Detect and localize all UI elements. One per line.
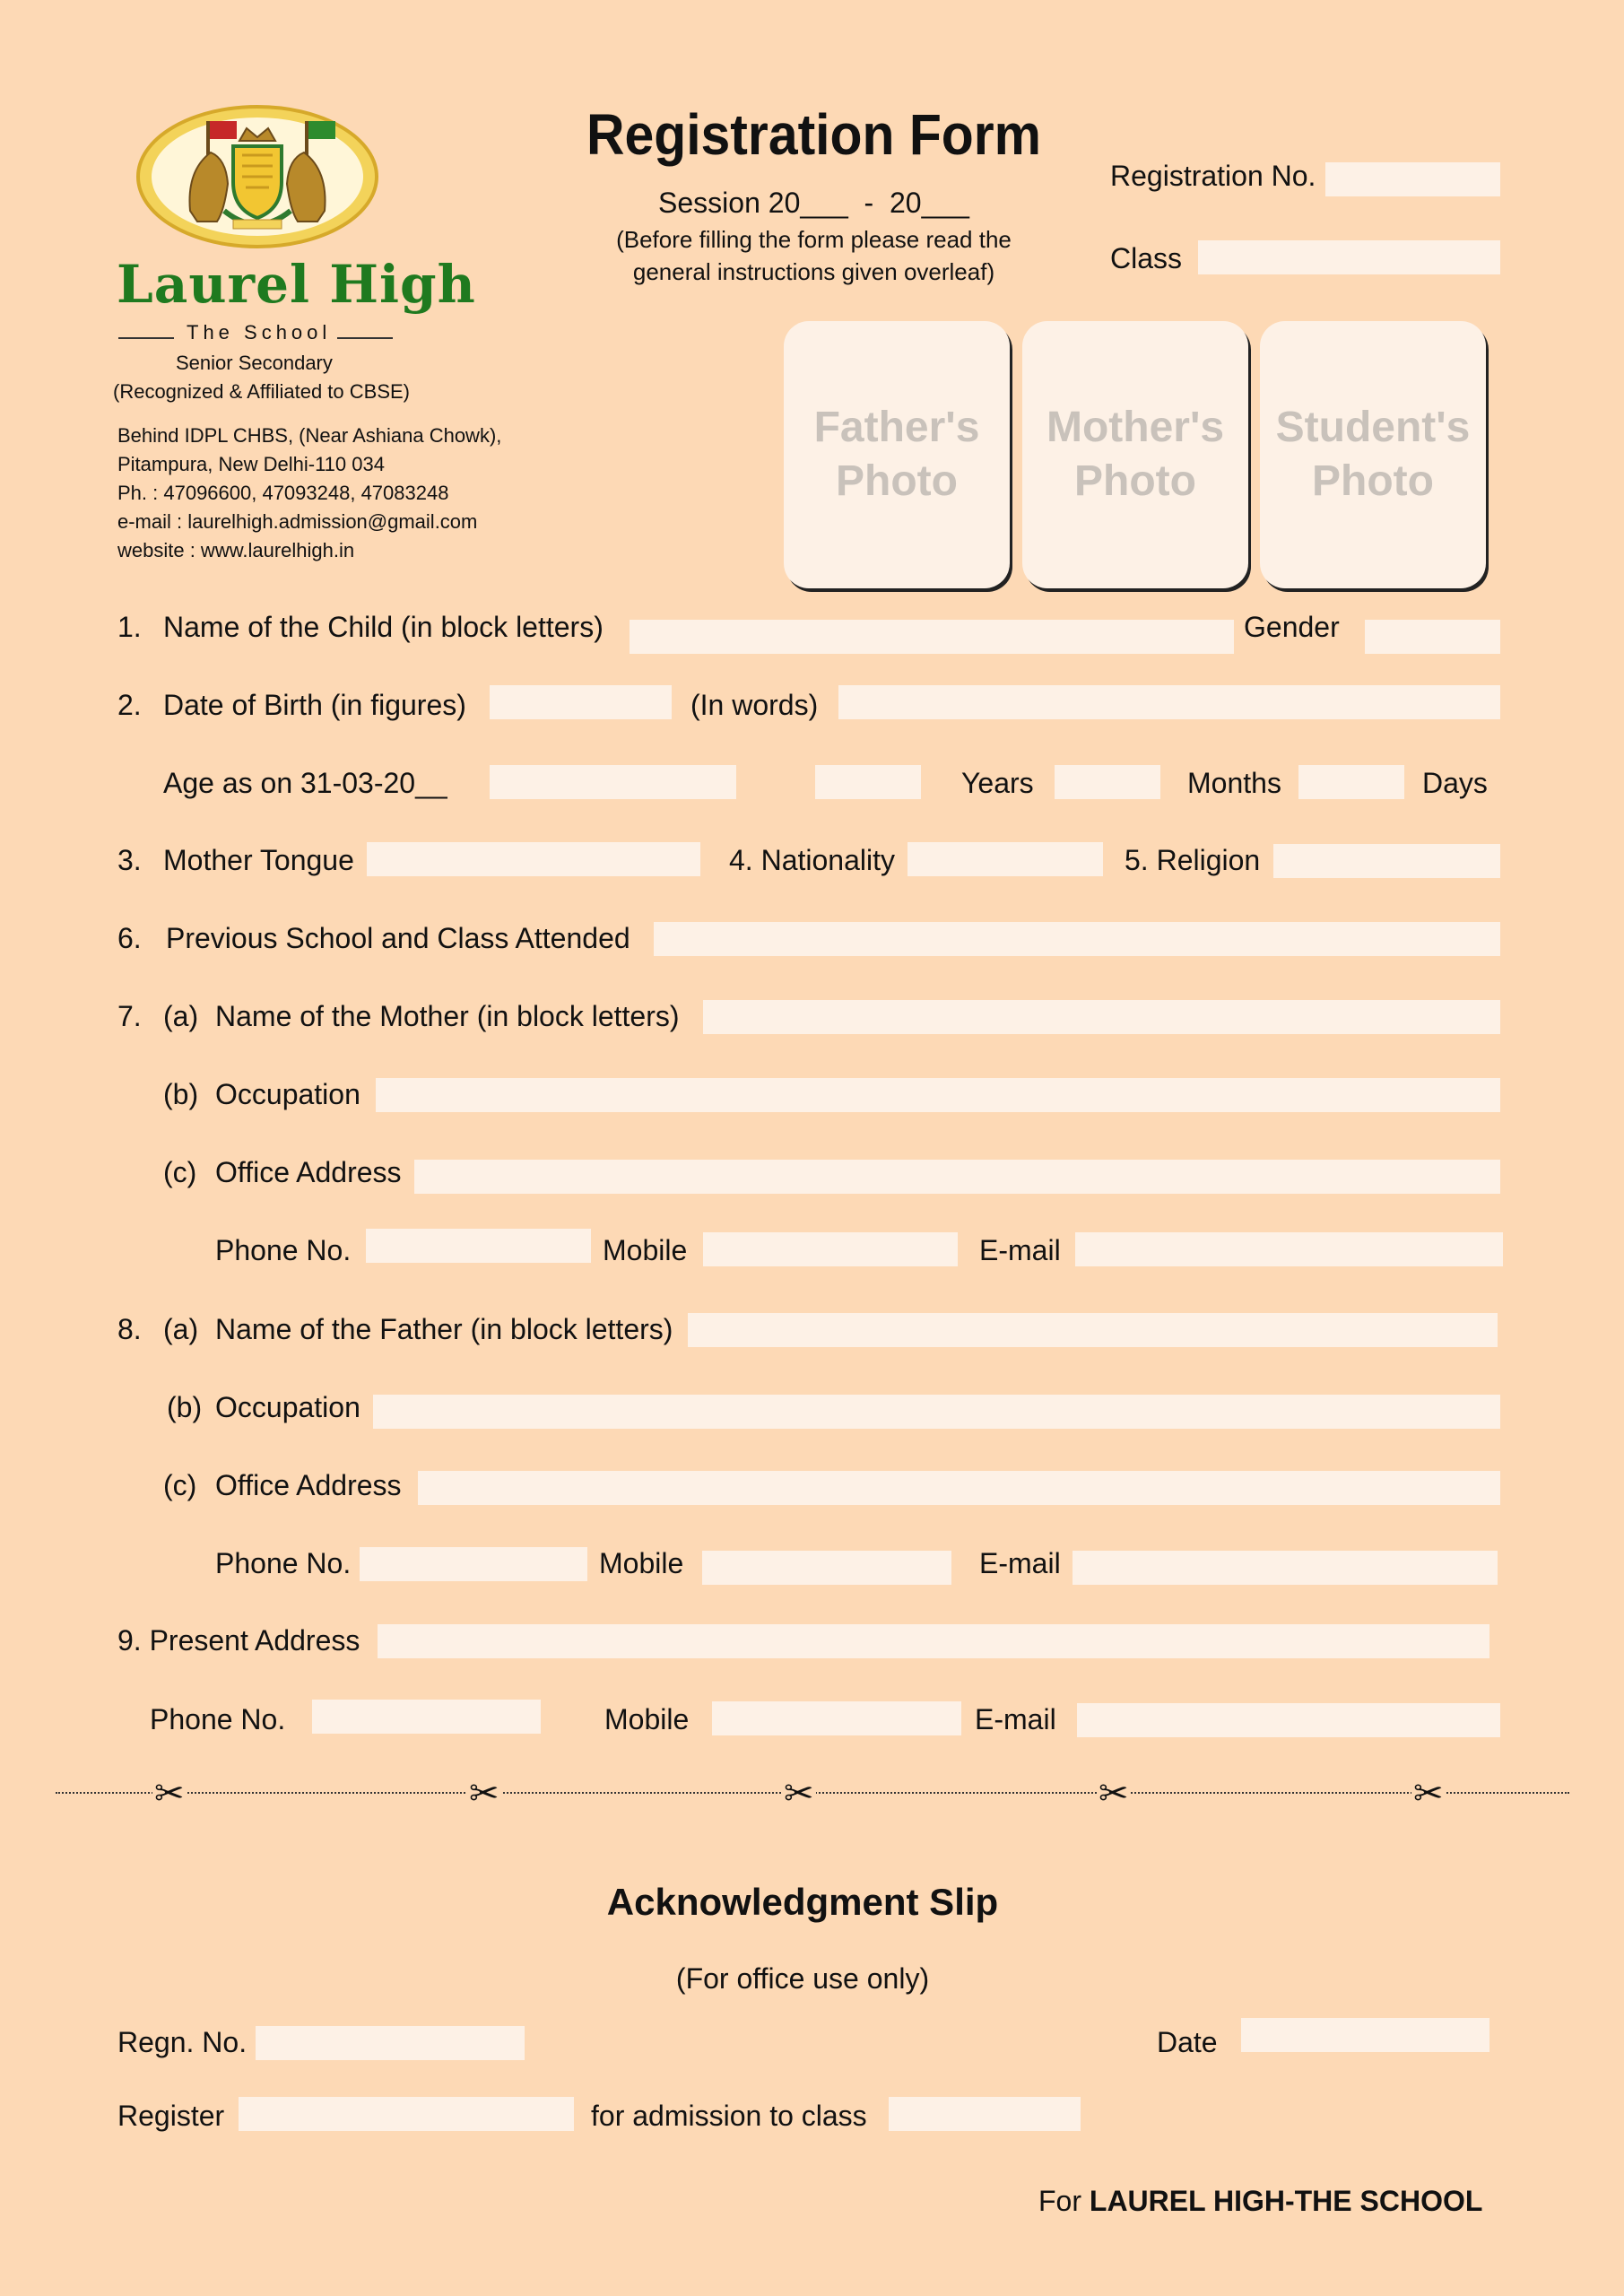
mother-occupation-field[interactable] — [376, 1078, 1500, 1112]
q8-sub-c: (c) — [163, 1469, 197, 1501]
school-phone: Ph. : 47096600, 47093248, 47083248 — [117, 482, 449, 504]
q2-number: 2. — [117, 689, 142, 721]
school-affiliation: (Recognized & Affiliated to CBSE) — [113, 380, 410, 403]
instruction-note-line1: (Before filling the form please read the — [616, 226, 1012, 253]
school-tagline-rule-left — [118, 337, 174, 339]
mother-office-address-field[interactable] — [414, 1160, 1500, 1194]
registration-no-label: Registration No. — [1110, 160, 1316, 192]
child-name-label: Name of the Child (in block letters) — [163, 611, 604, 643]
previous-school-label: Previous School and Class Attended — [166, 922, 630, 954]
school-tagline-rule-right — [337, 337, 393, 339]
admission-class-field[interactable] — [889, 2097, 1081, 2131]
register-label: Register — [117, 2100, 225, 2132]
school-address-line1: Behind IDPL CHBS, (Near Ashiana Chowk), — [117, 424, 502, 447]
for-prefix: For — [1038, 2185, 1081, 2217]
gender-label: Gender — [1244, 611, 1340, 643]
age-days-field[interactable] — [1298, 765, 1404, 799]
mother-tongue-field[interactable] — [367, 842, 700, 876]
q6-number: 6. — [117, 922, 142, 954]
present-mobile-label: Mobile — [604, 1703, 690, 1735]
nationality-label: 4. Nationality — [729, 844, 895, 876]
school-email: e-mail : laurelhigh.admission@gmail.com — [117, 510, 478, 533]
present-email-label: E-mail — [975, 1703, 1056, 1735]
mother-email-label: E-mail — [979, 1234, 1061, 1266]
slip-subtitle: (For office use only) — [675, 1962, 930, 1995]
school-tagline: The School — [187, 321, 332, 344]
mother-office-address-label: Office Address — [215, 1156, 402, 1188]
dob-figures-label: Date of Birth (in figures) — [163, 689, 466, 721]
q8-sub-b: (b) — [167, 1391, 203, 1423]
previous-school-field[interactable] — [654, 922, 1500, 956]
q7-sub-a: (a) — [163, 1000, 199, 1032]
admission-class-label: for admission to class — [591, 2100, 867, 2132]
class-field[interactable] — [1198, 240, 1500, 274]
mother-email-field[interactable] — [1075, 1232, 1503, 1266]
for-school-name: LAUREL HIGH-THE SCHOOL — [1089, 2185, 1483, 2217]
father-mobile-label: Mobile — [599, 1547, 684, 1579]
form-title: Registration Form — [586, 102, 1042, 167]
father-photo-label-line1: Father's — [813, 404, 980, 451]
q7-number: 7. — [117, 1000, 142, 1032]
q7-sub-c: (c) — [163, 1156, 197, 1188]
present-phone-field[interactable] — [312, 1700, 541, 1734]
scissors-icon: ✂ — [784, 1774, 814, 1813]
instruction-note-line2: general instructions given overleaf) — [632, 258, 995, 285]
scissors-icon: ✂ — [1099, 1774, 1129, 1813]
school-name: Laurel High — [117, 254, 476, 315]
mother-mobile-label: Mobile — [603, 1234, 688, 1266]
father-name-label: Name of the Father (in block letters) — [215, 1313, 673, 1345]
regn-no-field[interactable] — [256, 2026, 525, 2060]
mother-name-label: Name of the Mother (in block letters) — [215, 1000, 680, 1032]
present-address-field[interactable] — [378, 1624, 1489, 1658]
mother-tongue-label: Mother Tongue — [163, 844, 354, 876]
present-mobile-field[interactable] — [712, 1701, 961, 1735]
present-address-label: 9. Present Address — [117, 1624, 360, 1657]
date-label: Date — [1157, 2026, 1218, 2058]
school-crest — [135, 103, 381, 251]
school-address-line2: Pitampura, New Delhi-110 034 — [117, 453, 385, 475]
scissors-icon: ✂ — [469, 1774, 499, 1813]
student-photo-box[interactable] — [1260, 321, 1486, 588]
father-mobile-field[interactable] — [702, 1551, 951, 1585]
dob-figures-field[interactable] — [490, 685, 672, 719]
scissors-icon: ✂ — [154, 1774, 185, 1813]
slip-title: Acknowledgment Slip — [606, 1881, 999, 1923]
age-years-field[interactable] — [815, 765, 921, 799]
father-name-field[interactable] — [688, 1313, 1498, 1347]
register-field[interactable] — [239, 2097, 574, 2131]
mother-photo-box[interactable] — [1022, 321, 1248, 588]
regn-no-label: Regn. No. — [117, 2026, 248, 2058]
mother-mobile-field[interactable] — [703, 1232, 958, 1266]
mother-occupation-label: Occupation — [215, 1078, 360, 1110]
class-label: Class — [1110, 242, 1183, 274]
father-photo-label-line2: Photo — [836, 457, 958, 505]
q7-sub-b: (b) — [163, 1078, 199, 1110]
father-email-label: E-mail — [979, 1547, 1061, 1579]
age-label: Age as on 31-03-20__ — [163, 767, 447, 799]
father-photo-box[interactable] — [784, 321, 1010, 588]
session-text: Session 20___ - 20___ — [658, 187, 969, 219]
religion-field[interactable] — [1273, 844, 1500, 878]
student-photo-label-line1: Student's — [1275, 404, 1471, 451]
father-phone-label: Phone No. — [215, 1547, 352, 1579]
q1-number: 1. — [117, 611, 142, 643]
father-occupation-field[interactable] — [373, 1395, 1500, 1429]
school-website: website : www.laurelhigh.in — [117, 539, 355, 561]
mother-photo-label-line1: Mother's — [1046, 404, 1225, 451]
registration-no-field[interactable] — [1325, 162, 1500, 196]
nationality-field[interactable] — [908, 842, 1103, 876]
father-phone-field[interactable] — [360, 1547, 587, 1581]
age-months-field[interactable] — [1055, 765, 1160, 799]
months-label: Months — [1187, 767, 1281, 799]
father-office-address-label: Office Address — [215, 1469, 402, 1501]
mother-phone-field[interactable] — [366, 1229, 591, 1263]
q8-number: 8. — [117, 1313, 142, 1345]
days-label: Days — [1422, 767, 1488, 799]
scissors-icon: ✂ — [1413, 1774, 1444, 1813]
father-occupation-label: Occupation — [215, 1391, 360, 1423]
religion-label: 5. Religion — [1125, 844, 1261, 876]
mother-photo-label-line2: Photo — [1074, 457, 1196, 505]
student-photo-label-line2: Photo — [1312, 457, 1434, 505]
signature-line — [1038, 2187, 1482, 2215]
father-office-address-field[interactable] — [418, 1471, 1500, 1505]
dob-words-label: (In words) — [690, 689, 819, 721]
gender-field[interactable] — [1365, 620, 1500, 654]
present-email-field[interactable] — [1077, 1703, 1500, 1737]
child-name-field[interactable] — [630, 620, 1234, 654]
q8-sub-a: (a) — [163, 1313, 199, 1345]
father-email-field[interactable] — [1073, 1551, 1498, 1585]
age-extra-field[interactable] — [490, 765, 736, 799]
school-level: Senior Secondary — [176, 352, 333, 374]
dob-words-field[interactable] — [838, 685, 1500, 719]
present-phone-label: Phone No. — [150, 1703, 286, 1735]
q3-number: 3. — [117, 844, 142, 876]
date-field[interactable] — [1241, 2018, 1489, 2052]
years-label: Years — [961, 767, 1034, 799]
mother-name-field[interactable] — [703, 1000, 1500, 1034]
mother-phone-label: Phone No. — [215, 1234, 352, 1266]
